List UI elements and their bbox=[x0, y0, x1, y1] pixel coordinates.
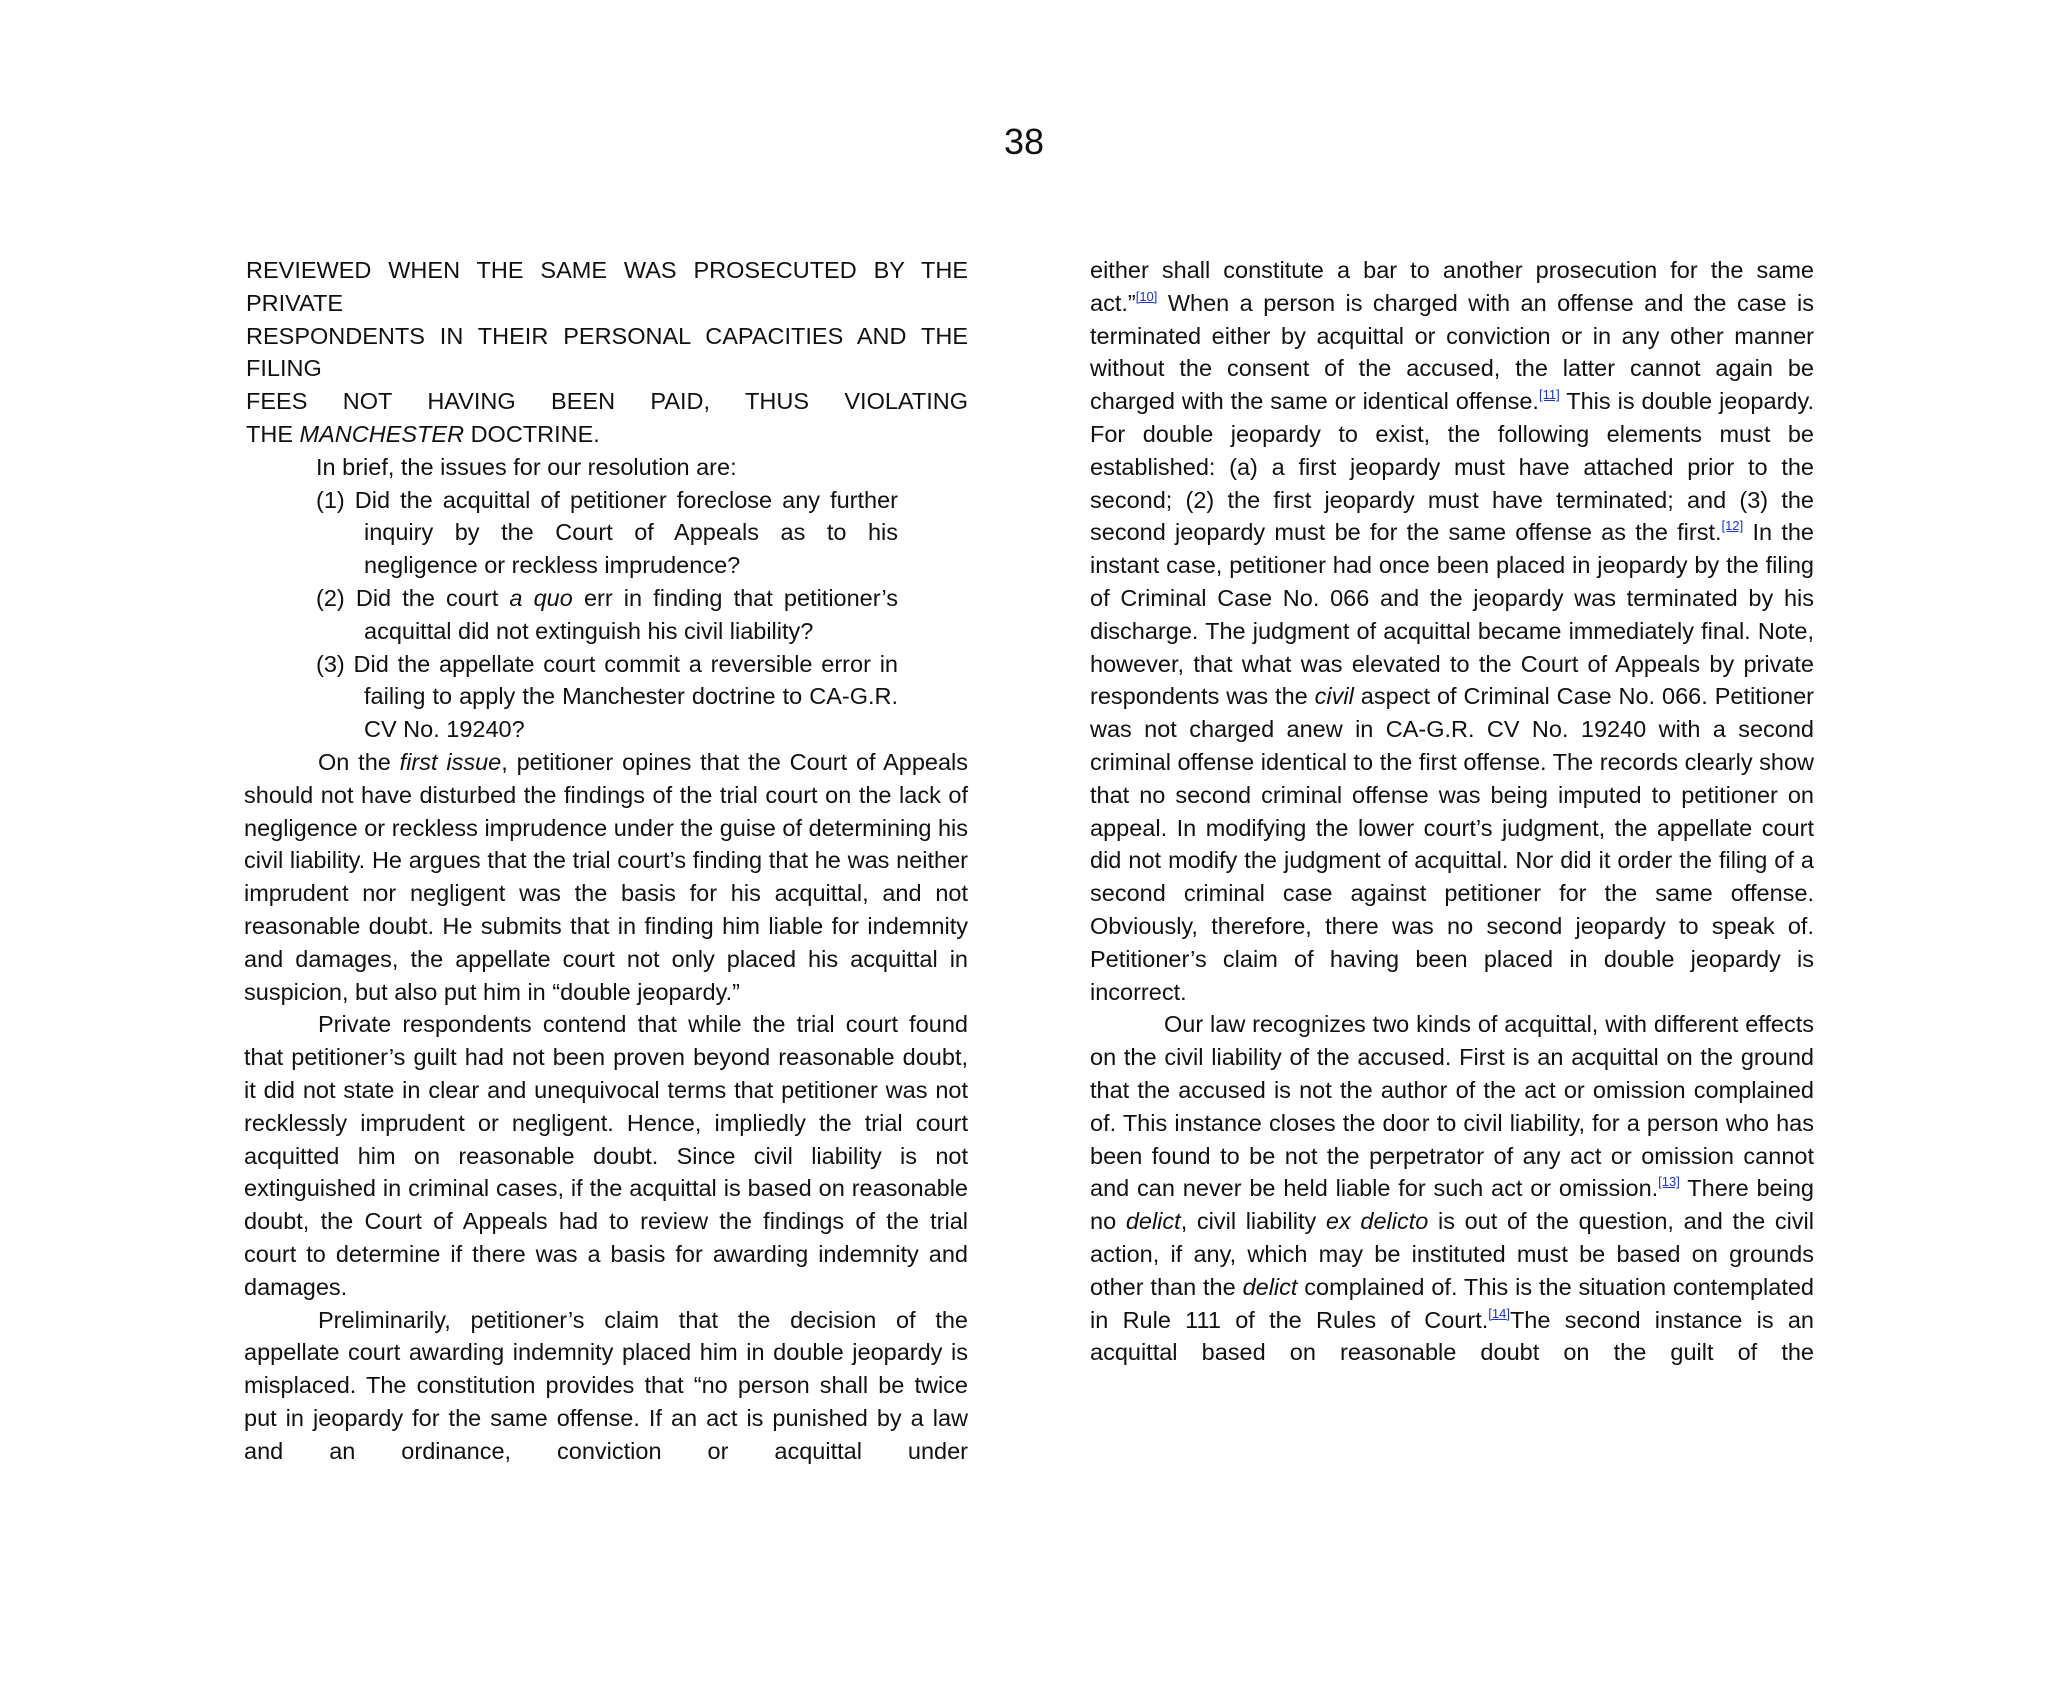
issues-intro: In brief, the issues for our resolution are: bbox=[316, 453, 737, 480]
footnote-link-11[interactable]: [11] bbox=[1538, 387, 1560, 403]
paragraph-first-issue: On the first issue, petitioner opines that the Court of Appeals should not have disturbed the findings of the trial court on the lack of negligence or reckless imprudence under the guise of determining his civil liability. He argues that the trial court’s finding that he was neither imprudent nor negligent was the basis for his acquittal, and not reasonable doubt. He submits that in finding him liable for indemnity and damages, the appellate court not only placed his acquittal in suspicion, but also put him in “double jeopardy.” bbox=[244, 748, 968, 1005]
issue-item: (3) Did the appellate court commit a reversible error in failing to apply the Manchester doctrine to CA-G.R. CV No. 19240? bbox=[316, 650, 898, 743]
footnote-link-10[interactable]: [10] bbox=[1135, 288, 1158, 304]
paragraph-private-respondents: Private respondents contend that while the trial court found that petitioner’s guilt had not been proven beyond reasonable doubt, it did not state in clear and unequivocal terms that petitioner was not recklessly imprudent or negligent. Hence, impliedly the trial court acquitted him on reasonable doubt. Since civil liability is not extinguished in criminal cases, if the acquittal is based on reasonable doubt, the Court of Appeals had to review the findings of the trial court to determine if there was a basis for awarding indemnity and damages. bbox=[244, 1011, 968, 1300]
paragraph-double-jeopardy: either shall constitute a bar to another prosecution for the same act.”[10] When a person is charged with an offense and the case is terminated either by acquittal or conviction or in any other manner without the consent of the accused, the latter cannot again be charged with the same or identical offense.[11] This is double jeopardy. For double jeopardy to exist, the following elements must be established: (a) a first jeopardy must have attached prior to the second; (2) the first jeopardy must have terminated; and (3) the second jeopardy must be for the same offense as the first.[12] In the instant case, petitioner had once been placed in jeopardy by the filing of Criminal Case No. 066 and the jeopardy was terminated by his discharge. The judgment of acquittal became immediately final. Note, however, that what was elevated to the Court of Appeals by private respondents was the civil aspect of Criminal Case No. 066. Petitioner was not charged anew in CA-G.R. CV No. 19240 with a second criminal offense identical to the first offense. The records clearly show that no second criminal offense was being imputed to petitioner on appeal. In modifying the lower court’s judgment, the appellate court did not modify the judgment of acquittal. Nor did it order the filing of a second criminal case against petitioner for the same offense. Obviously, therefore, there was no second jeopardy to speak of. Petitioner’s claim of having been placed in double jeopardy is incorrect. bbox=[1090, 257, 1814, 1005]
heading-line: RESPONDENTS IN THEIR PERSONAL CAPACITIES AND THE FILING bbox=[246, 322, 968, 382]
paragraph-two-kinds-acquittal: Our law recognizes two kinds of acquittal, with different effects on the civil liability of the accused. First is an acquittal on the ground that the accused is not the author of the act or omission complained of. This instance closes the door to civil liability, for a person who has been found to be not the perpetrator of any act or omission cannot and can never be held liable for such act or omission.[13] There being no delict, civil liability ex delicto is out of the question, and the civil action, if any, which may be instituted must be based on grounds other than the delict complained of. This is the situation contemplated in Rule 111 of the Rules of Court.[14]The second instance is an acquittal based on reasonable doubt on the guilt of the bbox=[1090, 1011, 1815, 1366]
heading-line: FEES NOT HAVING BEEN PAID, THUS VIOLATING bbox=[246, 388, 968, 415]
left-column bbox=[244, 254, 968, 1467]
heading-line: REVIEWED WHEN THE SAME WAS PROSECUTED BY THE PRIVATE bbox=[246, 257, 968, 316]
page-number: 38 bbox=[1003, 121, 1045, 162]
footnote-link-13[interactable]: [13] bbox=[1658, 1174, 1680, 1190]
issues-list bbox=[244, 484, 968, 746]
paragraph-preliminarily: Preliminarily, petitioner’s claim that the decision of the appellate court awarding indemnity placed him in double jeopardy is misplaced. The constitution provides that “no person shall be twice put in jeopardy for the same offense. If an act is punished by a law and an ordinance, conviction or acquittal under bbox=[244, 1306, 968, 1464]
footnote-link-14[interactable]: [14] bbox=[1488, 1305, 1510, 1321]
right-column bbox=[1090, 254, 1814, 1369]
footnote-link-12[interactable]: [12] bbox=[1721, 518, 1744, 534]
issue-item: (2) Did the court a quo err in finding that petitioner’s acquittal did not extinguish his civil liability? bbox=[316, 584, 898, 644]
issue-item: (1) Did the acquittal of petitioner foreclose any further inquiry by the Court of Appeals as to his negligence or reckless imprudence? bbox=[316, 486, 898, 579]
heading-line-last: THE MANCHESTER DOCTRINE. bbox=[246, 420, 600, 447]
